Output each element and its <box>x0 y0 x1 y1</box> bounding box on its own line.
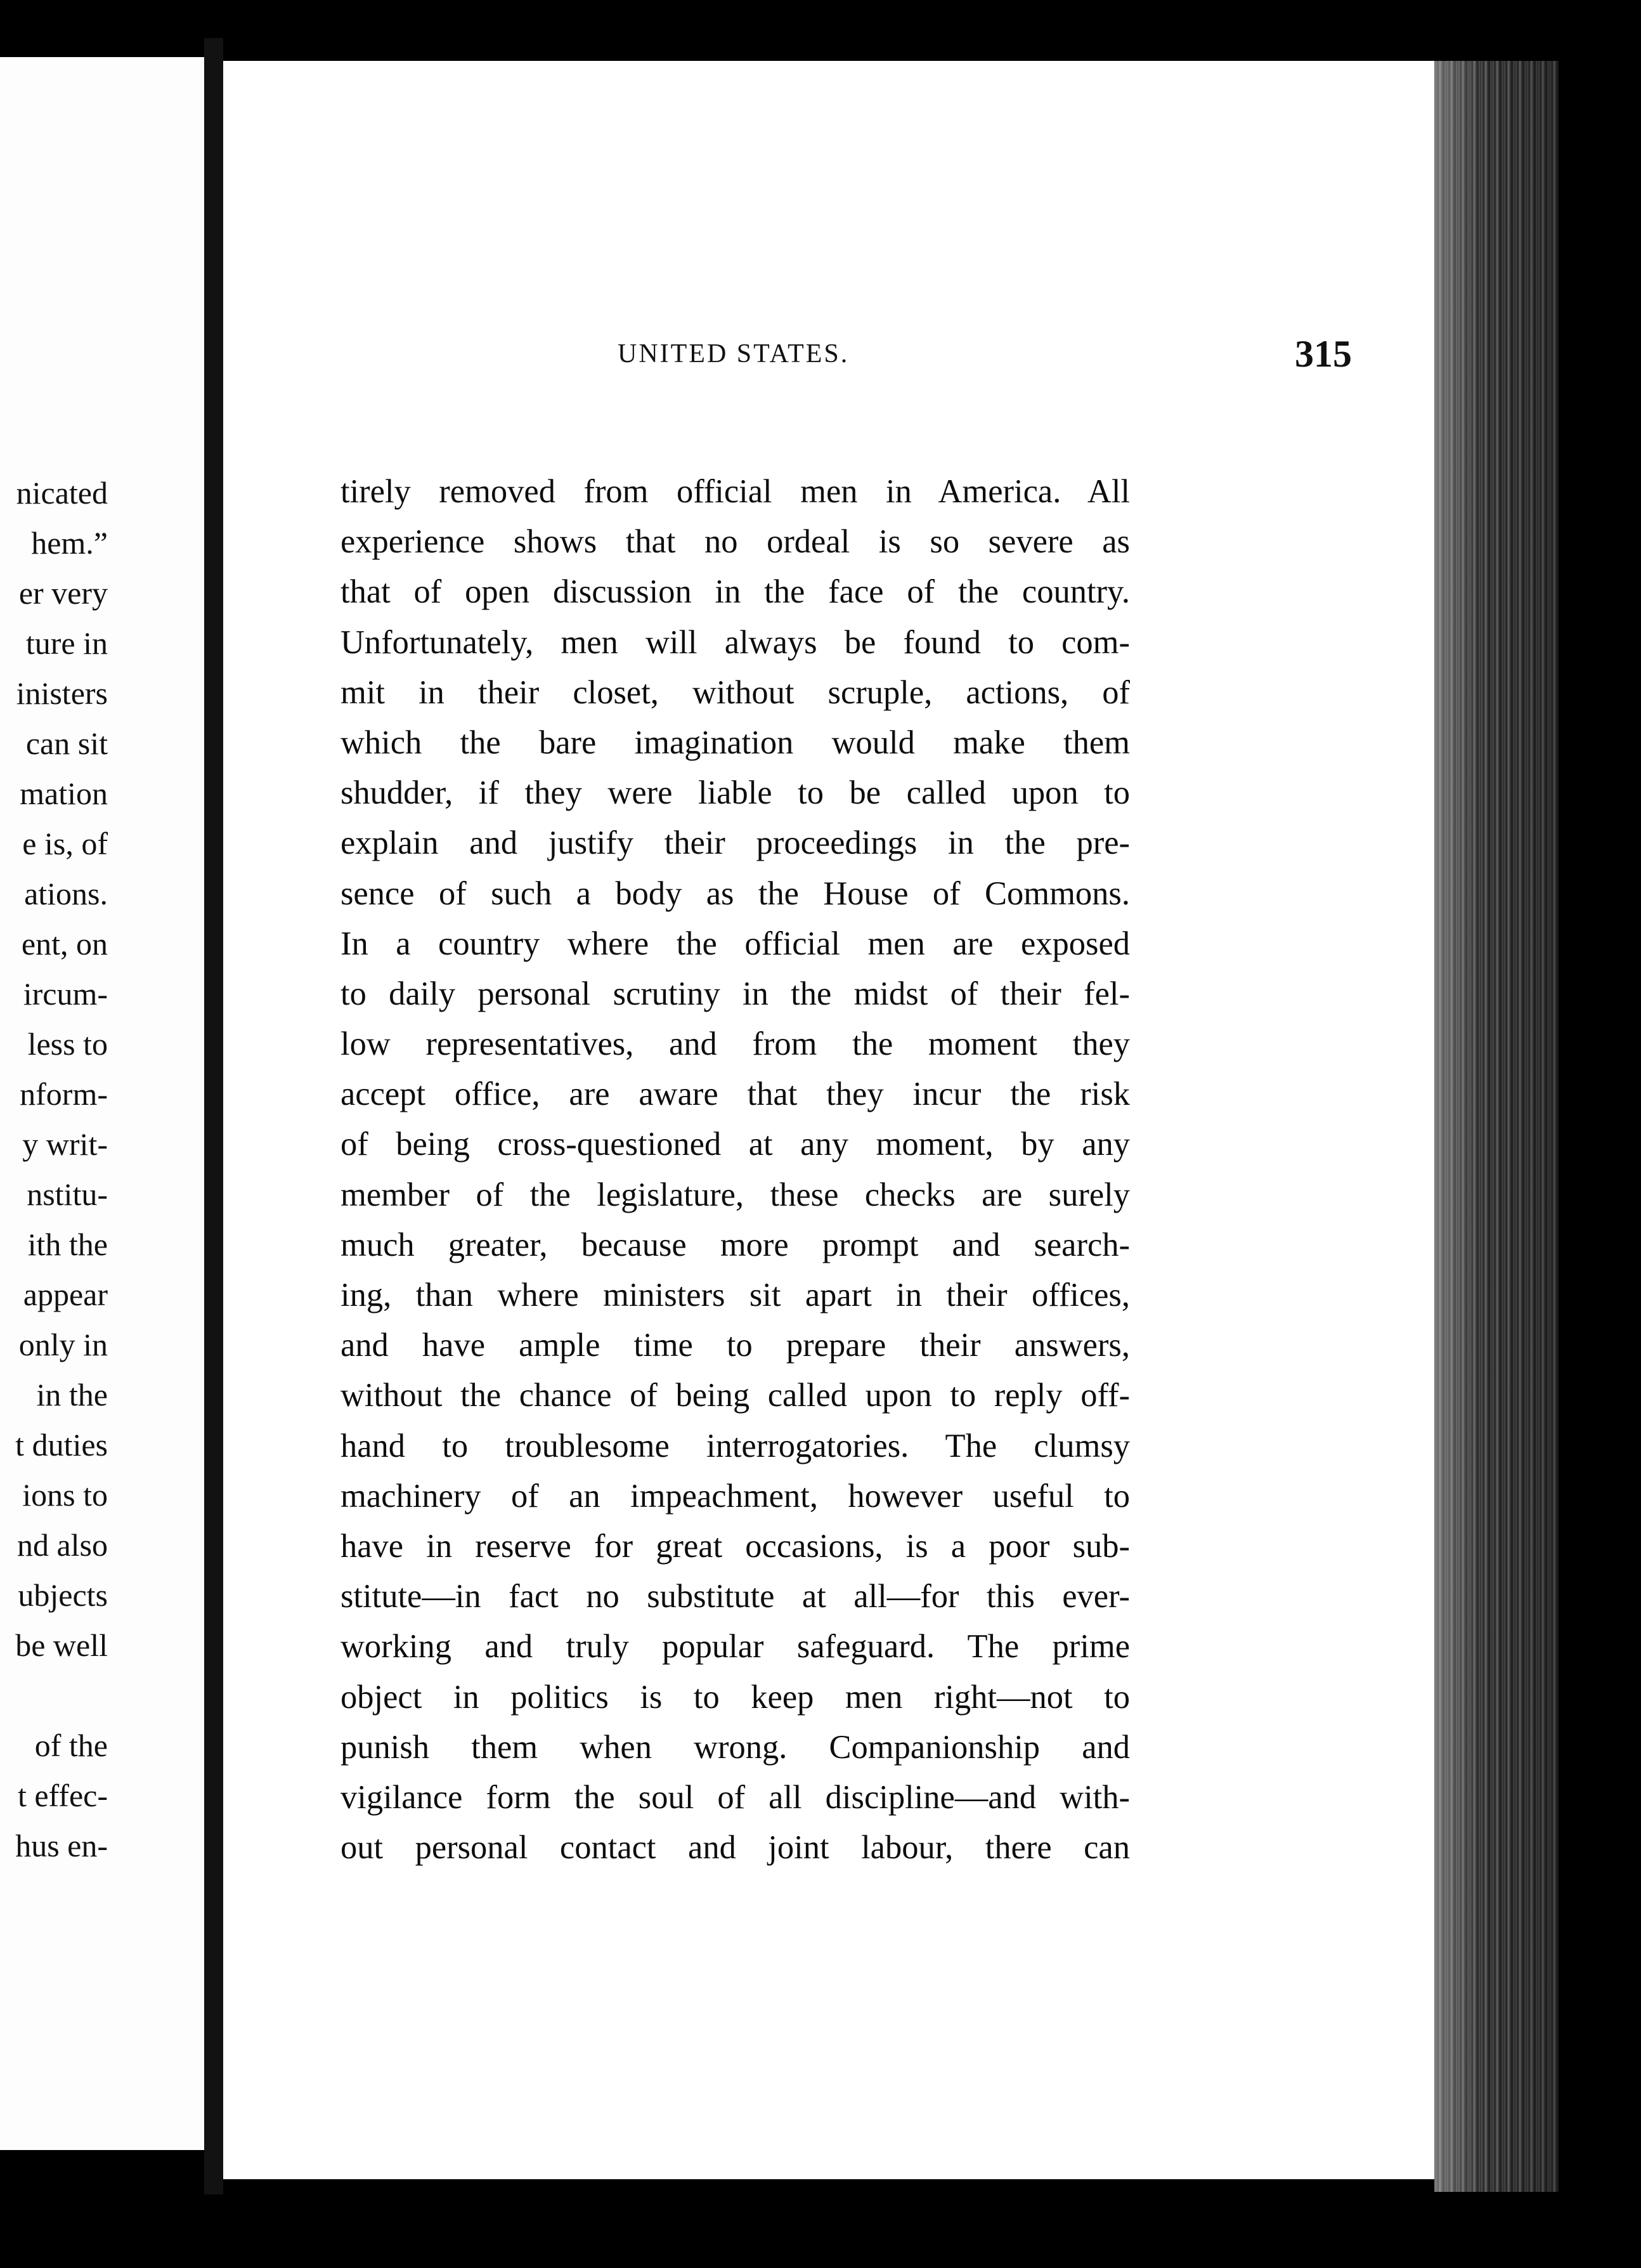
body-text <box>341 467 1130 1873</box>
text-line: Unfortunately, men will always be found to com- <box>341 623 1130 661</box>
text-line: In a country where the official men are exposed <box>341 925 1130 962</box>
text-line: that of open discussion in the face of the country. <box>341 573 1130 611</box>
left-line-fragment: nform- <box>20 1076 108 1112</box>
text-line: much greater, because more prompt and search- <box>341 1226 1130 1263</box>
text-line: machinery of an impeachment, however useful to <box>341 1477 1130 1515</box>
text-line: member of the legislature, these checks are surely <box>341 1176 1130 1213</box>
running-head <box>223 332 1434 389</box>
left-line-fragment: t duties <box>15 1427 108 1463</box>
left-line-fragment: hus en- <box>15 1828 108 1863</box>
left-line-fragment: appear <box>23 1277 108 1312</box>
left-line-fragment: of the <box>34 1728 108 1763</box>
text-line: mit in their closet, without scruple, actions, of <box>341 674 1130 711</box>
text-line: low representatives, and from the moment they <box>341 1026 1130 1063</box>
text-line: object in politics is to keep men right—not to <box>341 1678 1130 1716</box>
left-line-fragment: ions to <box>22 1477 108 1513</box>
left-line-fragment: nstitu- <box>27 1176 108 1212</box>
left-line-fragment: mation <box>20 776 108 811</box>
left-line-fragment: e is, of <box>22 826 108 861</box>
text-line: out personal contact and joint labour, there can <box>341 1829 1130 1867</box>
left-line-fragment: er very <box>18 575 108 611</box>
text-line: to daily personal scrutiny in the midst of their fel- <box>341 975 1130 1012</box>
text-line: shudder, if they were liable to be called upon to <box>341 774 1130 812</box>
text-line: punish them when wrong. Companionship and <box>341 1728 1130 1766</box>
left-line-fragment: ith the <box>27 1227 108 1262</box>
left-line-fragment: ations. <box>24 876 108 911</box>
text-line: accept office, are aware that they incur the risk <box>341 1076 1130 1113</box>
text-line: explain and justify their proceedings in the pre- <box>341 824 1130 862</box>
text-line: and have ample time to prepare their answers, <box>341 1327 1130 1364</box>
left-line-fragment: ircum- <box>23 976 108 1012</box>
text-line: of being cross-questioned at any moment, by any <box>341 1126 1130 1163</box>
text-line: stitute—in fact no substitute at all—for this ever- <box>341 1578 1130 1615</box>
left-line-fragment: hem.” <box>31 525 108 561</box>
running-head-title: UNITED STATES. <box>618 339 850 368</box>
left-line-fragment: nicated <box>16 475 108 511</box>
text-line: sence of such a body as the House of Commons. <box>341 875 1130 912</box>
book-gutter <box>204 38 223 2194</box>
text-line: experience shows that no ordeal is so severe as <box>341 523 1130 561</box>
text-line: hand to troublesome interrogatories. The clumsy <box>341 1427 1130 1464</box>
text-line: ing, than where ministers sit apart in their offices, <box>341 1277 1130 1313</box>
left-line-fragment: y writ- <box>22 1126 108 1162</box>
left-page <box>0 57 204 2150</box>
page-number: 315 <box>1295 333 1352 375</box>
left-line-fragment: can sit <box>25 726 108 761</box>
left-line-fragment: less to <box>27 1026 108 1062</box>
left-line-fragment: nd also <box>16 1527 108 1563</box>
left-line-fragment: in the <box>36 1377 108 1412</box>
text-line: have in reserve for great occasions, is a poor sub- <box>341 1527 1130 1565</box>
text-line: tirely removed from official men in America. All <box>341 473 1130 510</box>
left-line-fragment: t effec- <box>17 1778 108 1813</box>
text-line: working and truly popular safeguard. The prime <box>341 1628 1130 1665</box>
left-line-fragment: only in <box>18 1327 108 1362</box>
left-line-fragment: inisters <box>16 675 108 711</box>
right-page <box>223 61 1434 2179</box>
left-line-fragment: ture in <box>25 625 108 661</box>
text-line: vigilance form the soul of all discipline—and with- <box>341 1778 1130 1816</box>
left-page-text <box>15 468 108 1871</box>
left-line-fragment: ent, on <box>21 926 108 961</box>
text-line: which the bare imagination would make them <box>341 724 1130 761</box>
page-edges-shade <box>1434 61 1559 2192</box>
left-line-fragment: be well <box>15 1627 108 1663</box>
left-line-fragment <box>15 1671 108 1721</box>
text-line: without the chance of being called upon to reply off- <box>341 1377 1130 1414</box>
left-line-fragment: ubjects <box>18 1577 108 1613</box>
